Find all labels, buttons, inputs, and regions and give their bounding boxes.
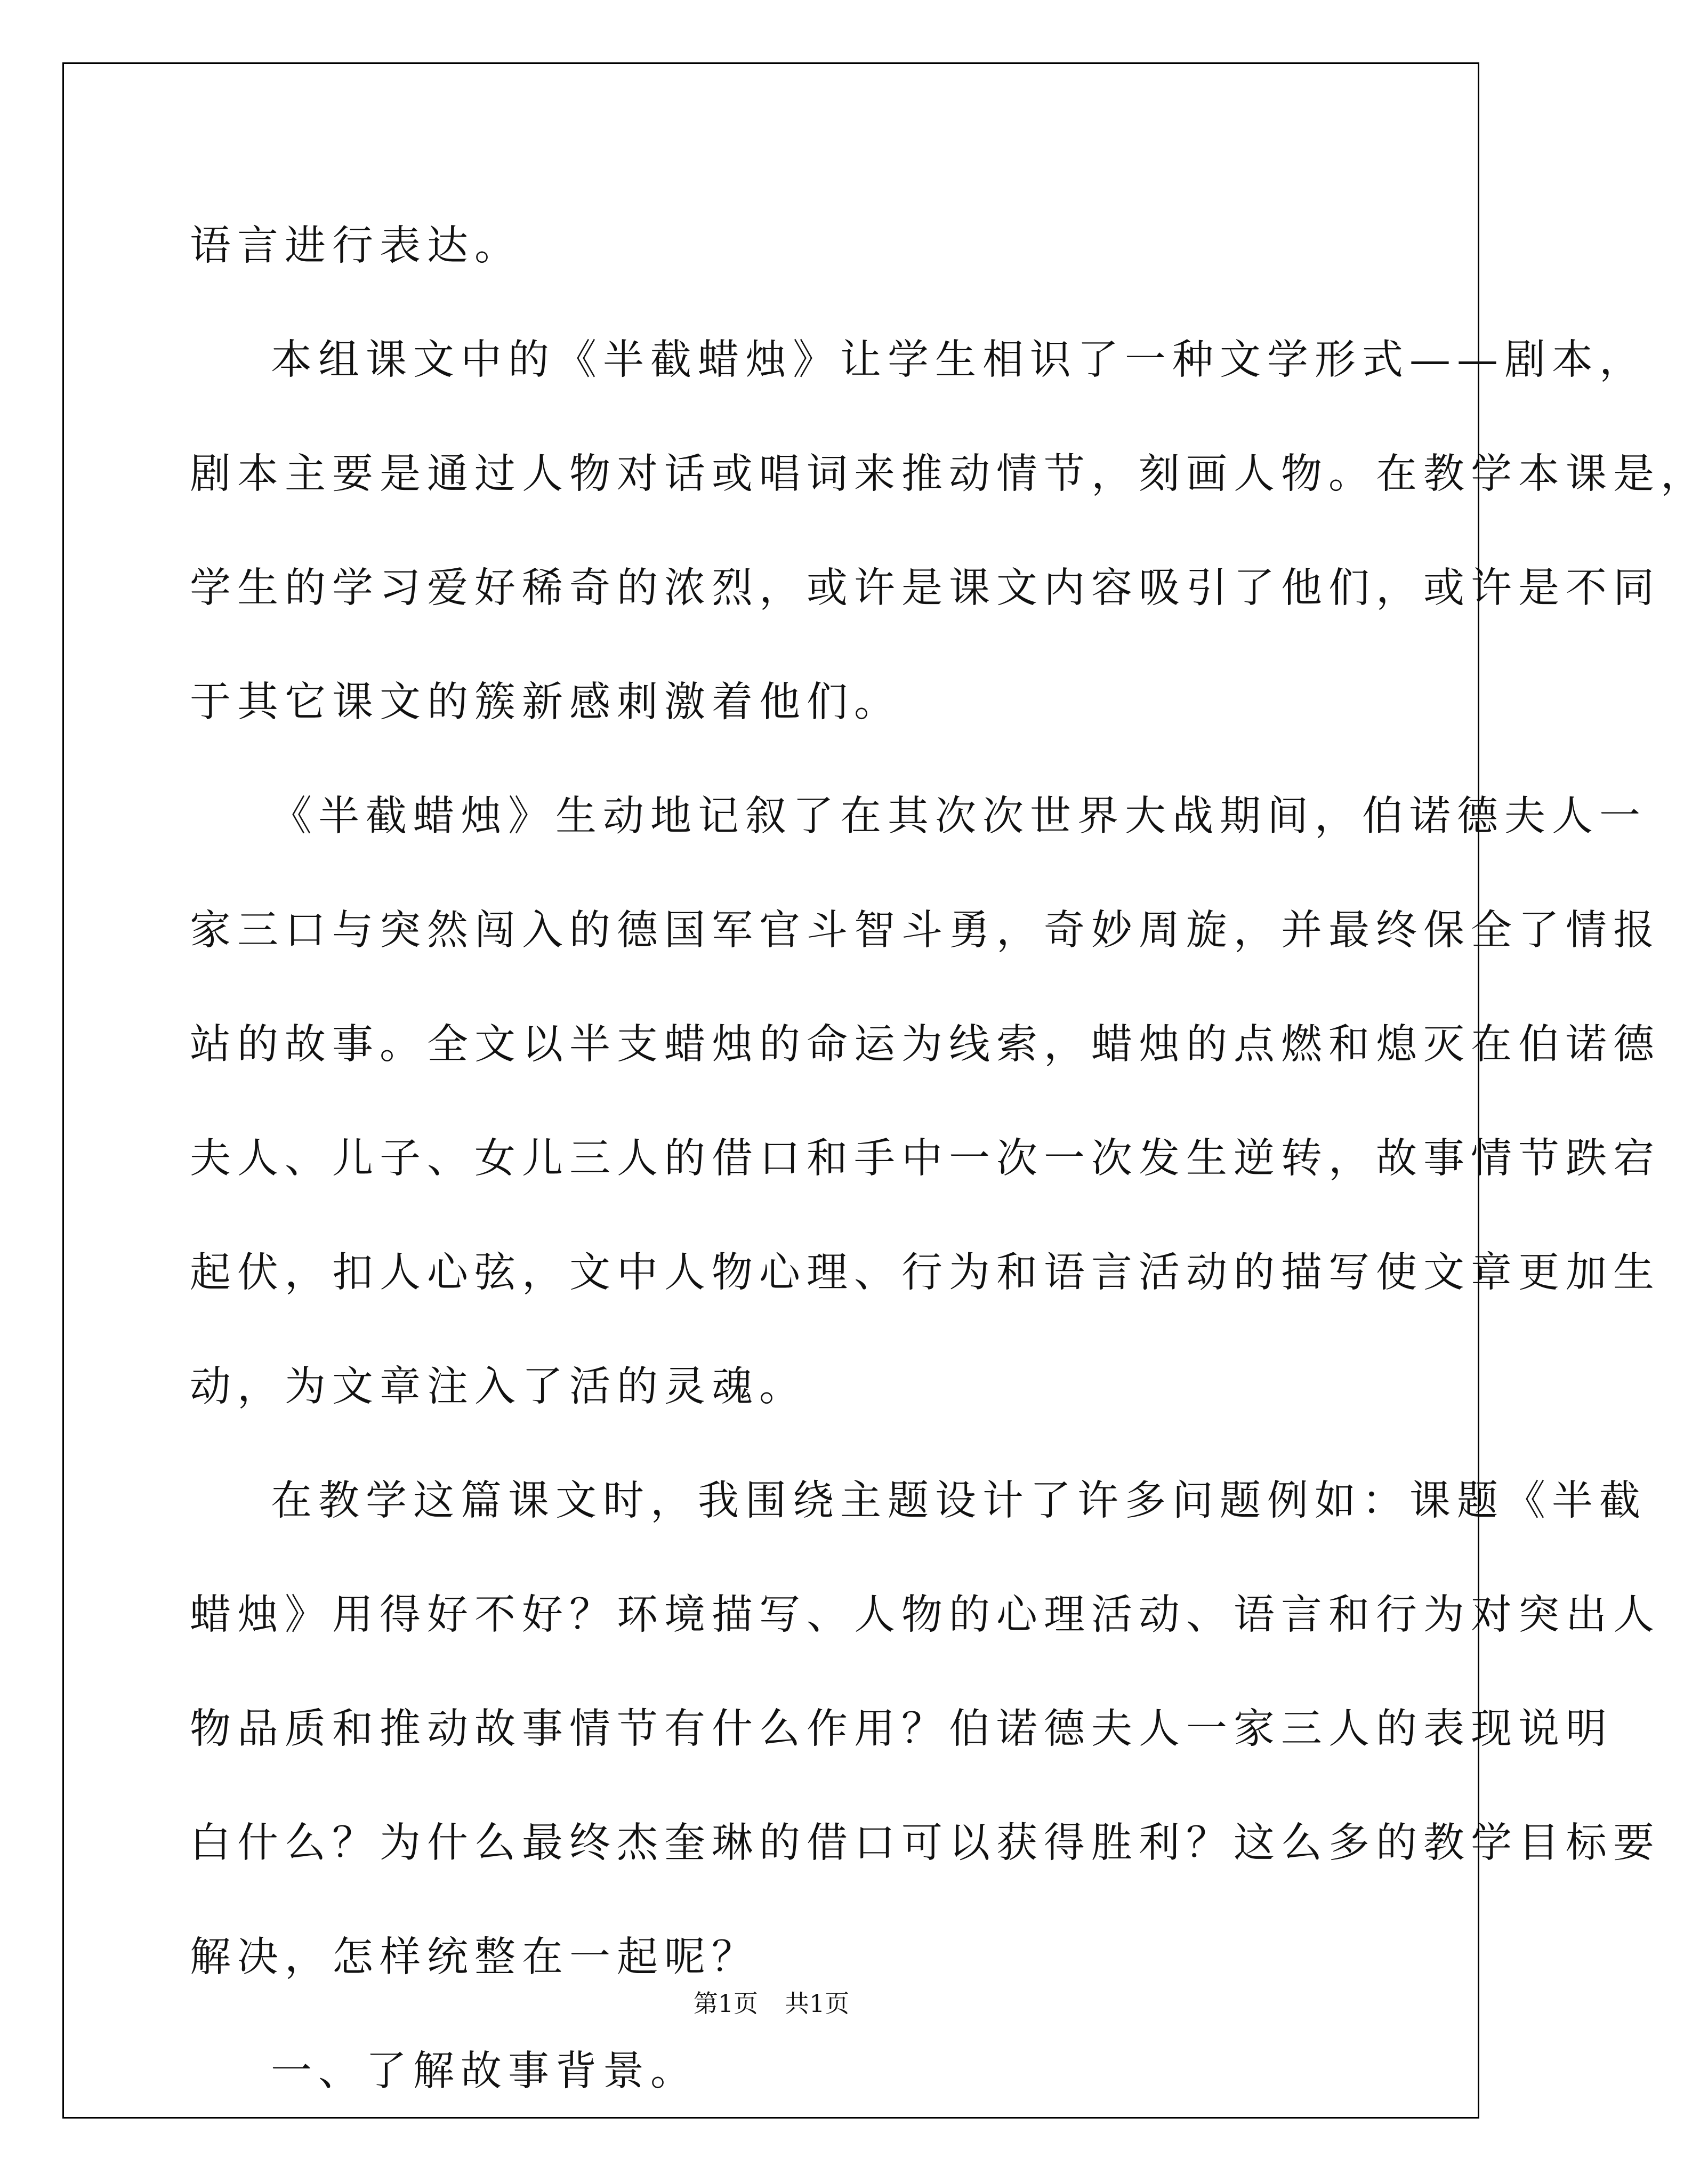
page-number-current: 第1页 (693, 1989, 758, 2018)
text-line: 夫人、儿子、女儿三人的借口和手中一次一次发生逆转，故事情节跌宕 (190, 1135, 1661, 1182)
text-line: 本组课文中的《半截蜡烛》让学生相识了一种文学形式——剧本， (271, 336, 1647, 384)
text-line: 一、了解故事背景。 (271, 2048, 698, 2095)
text-line: 于其它课文的簇新感刺激着他们。 (190, 679, 901, 726)
text-line: 家三口与突然闯入的德国军官斗智斗勇，奇妙周旋，并最终保全了情报 (190, 907, 1661, 954)
text-line: 白什么？为什么最终杰奎琳的借口可以获得胜利？这么多的教学目标要 (190, 1819, 1661, 1867)
text-line: 物品质和推动故事情节有什么作用？伯诺德夫人一家三人的表现说明 (190, 1705, 1613, 1753)
text-line: 蜡烛》用得好不好？环境描写、人物的心理活动、语言和行为对突出人 (190, 1591, 1661, 1639)
text-line: 起伏，扣人心弦，文中人物心理、行为和语言活动的描写使文章更加生 (190, 1249, 1661, 1297)
page-footer (0, 1984, 1543, 2019)
text-line: 《半截蜡烛》生动地记叙了在其次次世界大战期间，伯诺德夫人一 (271, 793, 1647, 840)
text-line: 剧本主要是通过人物对话或唱词来推动情节，刻画人物。在教学本课是， (190, 450, 1708, 498)
text-line: 动，为文章注入了活的灵魂。 (190, 1363, 807, 1411)
text-line: 站的故事。全文以半支蜡烛的命运为线索，蜡烛的点燃和熄灭在伯诺德 (190, 1021, 1661, 1068)
text-line: 语言进行表达。 (190, 222, 522, 270)
text-line: 在教学这篇课文时，我围绕主题设计了许多问题例如：课题《半截 (271, 1477, 1647, 1525)
page-number-total: 共1页 (785, 1989, 850, 2018)
text-line: 解决，怎样统整在一起呢？ (190, 1934, 759, 1981)
text-line: 学生的学习爱好稀奇的浓烈，或许是课文内容吸引了他们，或许是不同 (190, 565, 1661, 612)
document-body (190, 189, 1708, 2129)
